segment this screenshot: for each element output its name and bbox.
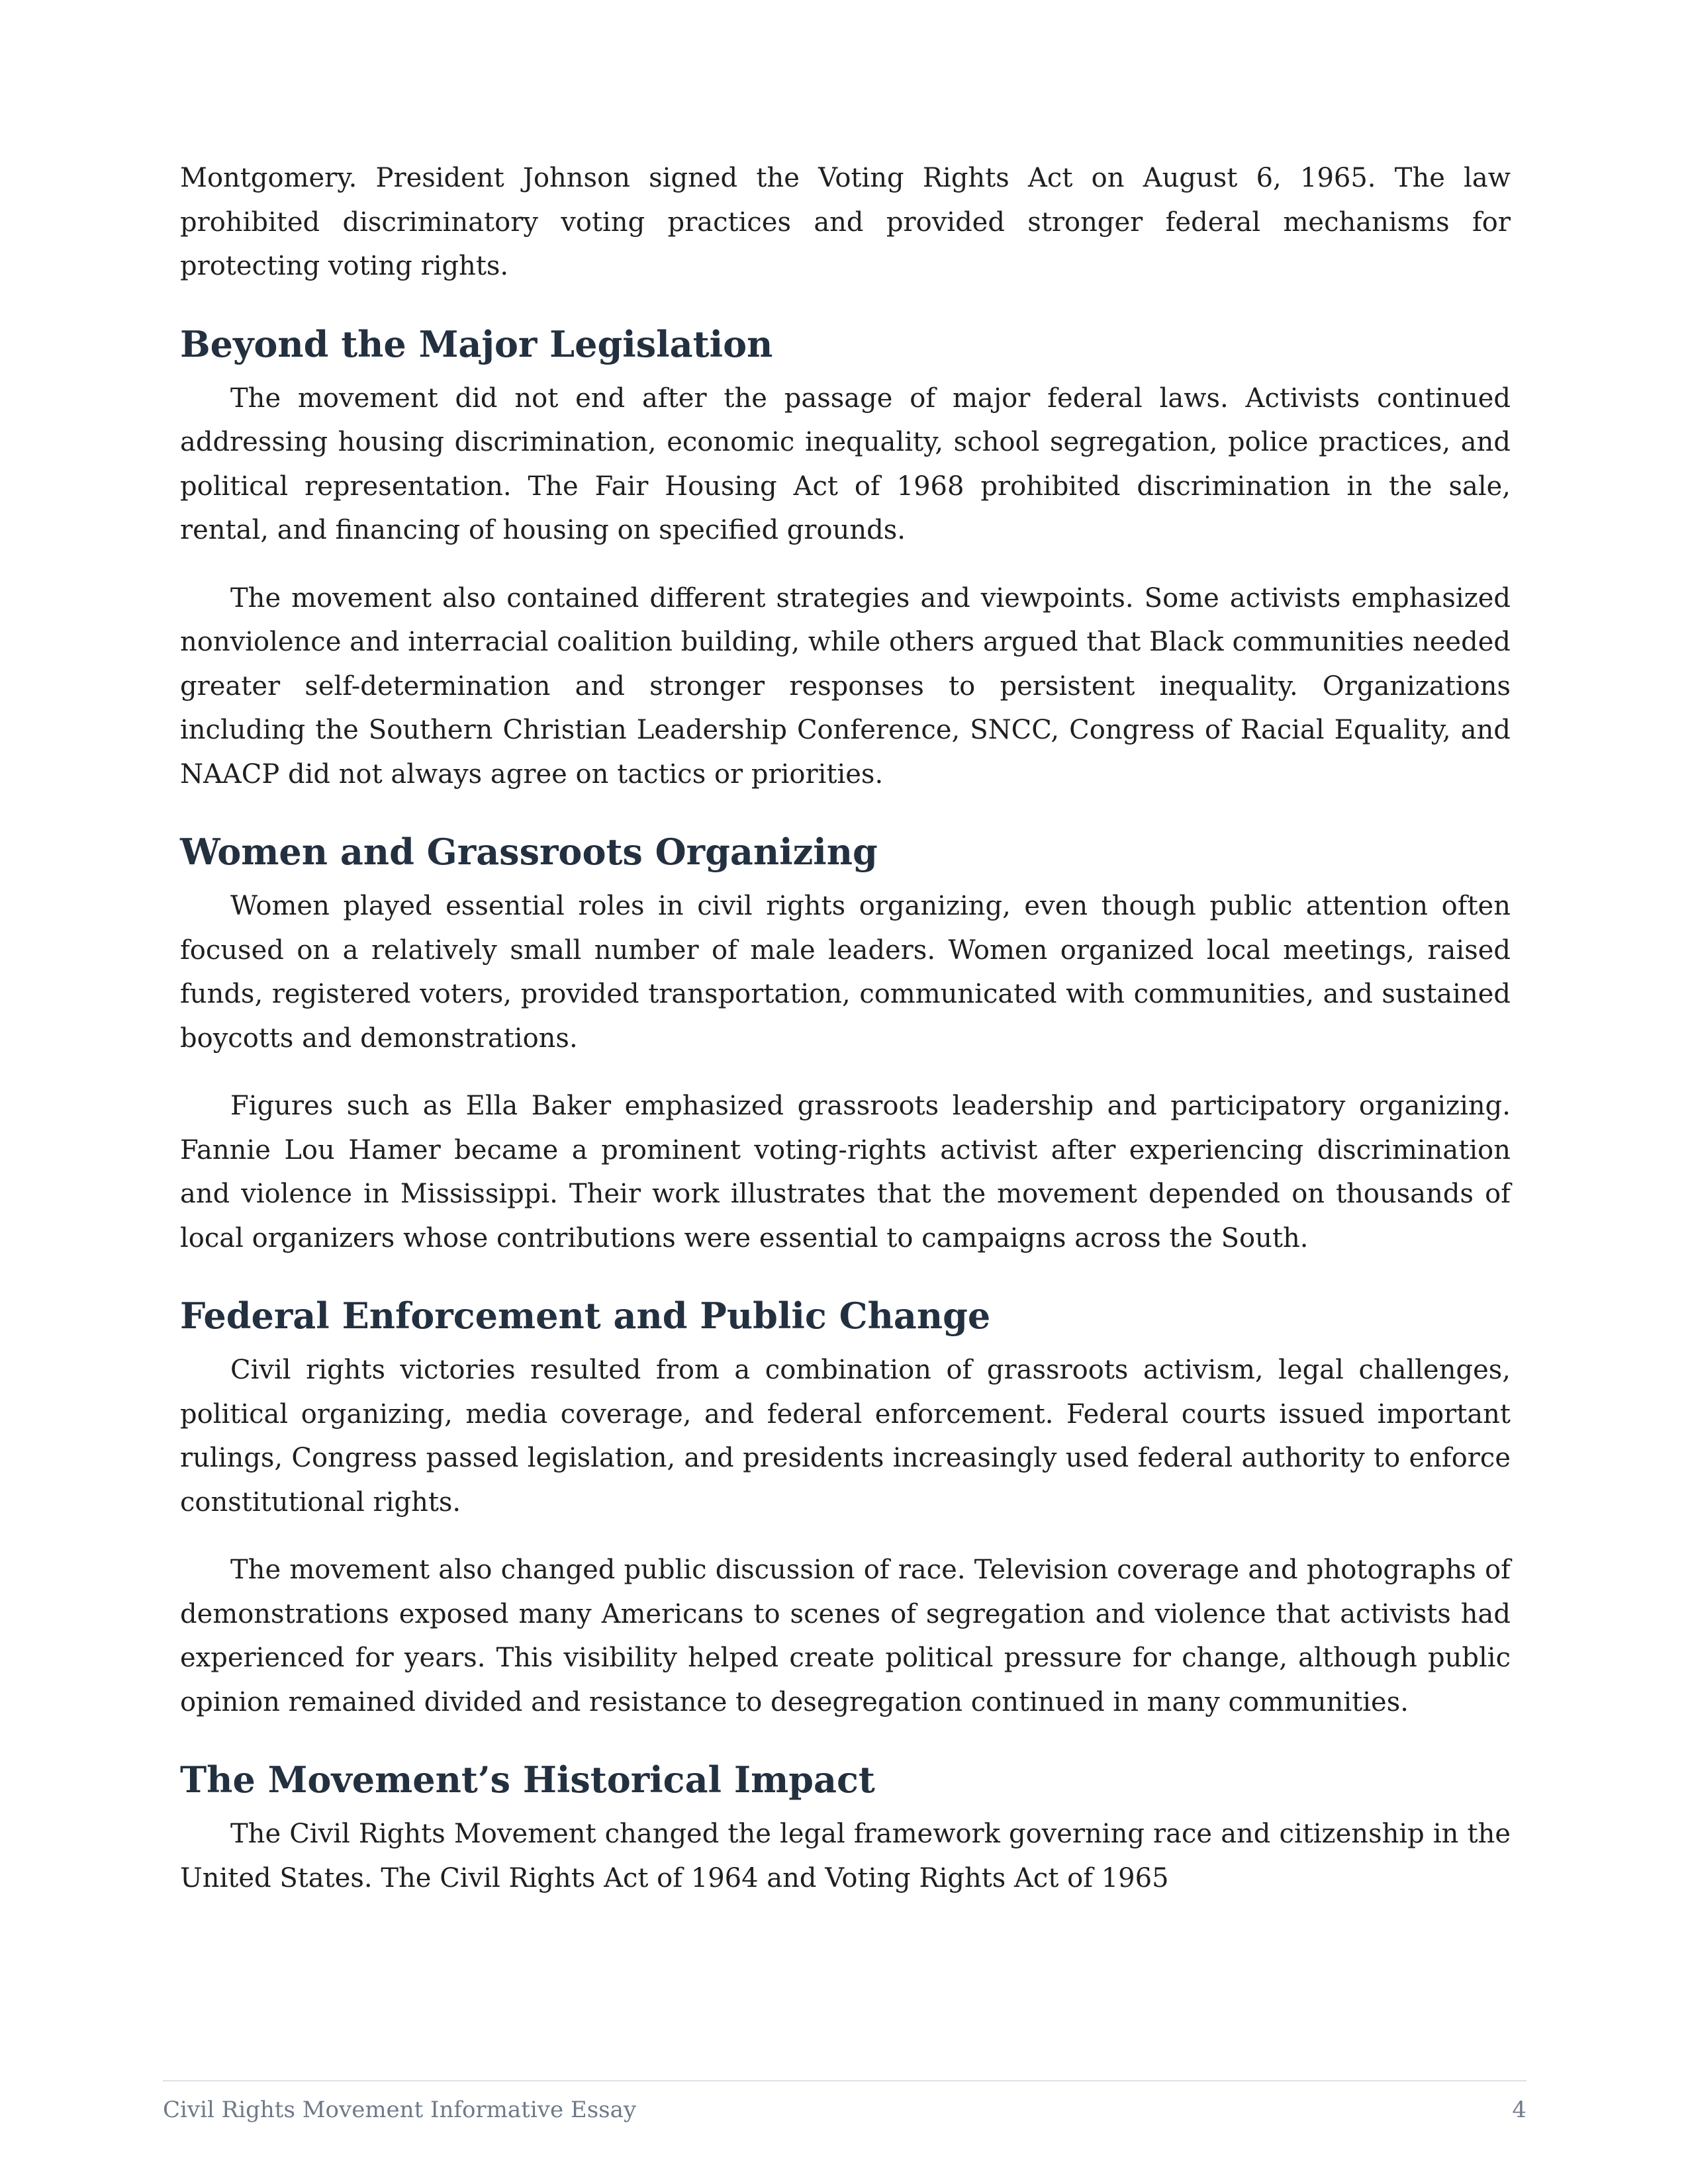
body-paragraph: Figures such as Ella Baker emphasized grassroots leadership and participatory organizing. Fannie Lou Hamer became a prominent voting-rights activist after experiencing discrimination and violence in Mississippi. Their work illustrates that the movement depended on thousands of local organizers whose contributions were essential to campaigns across the South. xyxy=(180,1091,1511,1253)
body-paragraph: The Civil Rights Movement changed the legal framework governing race and citizenship in the United States. The Civil Rights Act of 1964 and Voting Rights Act of 1965 xyxy=(180,1819,1511,1893)
section-heading-beyond-legislation: Beyond the Major Legislation xyxy=(180,322,773,365)
section-heading-federal-enforcement: Federal Enforcement and Public Change xyxy=(180,1295,991,1337)
body-paragraph: Civil rights victories resulted from a combination of grassroots activism, legal challenges, political organizing, media coverage, and federal enforcement. Federal courts issued important rulings, Congress passed legislation, and presidents increasingly used federal authority to enforce constitutional rights. xyxy=(180,1355,1511,1518)
footer-divider xyxy=(163,2080,1526,2081)
footer-document-title: Civil Rights Movement Informative Essay xyxy=(163,2097,637,2123)
body-paragraph: The movement also changed public discussion of race. Television coverage and photographs of demonstrations exposed many Americans to scenes of segregation and violence that activists had experienced for years. This visibility helped create political pressure for change, although public opinion remained divided and resistance to desegregation continued in many communities. xyxy=(180,1555,1511,1717)
section-heading-women-grassroots: Women and Grassroots Organizing xyxy=(180,831,878,873)
body-paragraph: Montgomery. President Johnson signed the Voting Rights Act on August 6, 1965. The law prohibited discriminatory voting practices and provided stronger federal mechanisms for protecting voting rights. xyxy=(180,163,1511,281)
body-paragraph: Women played essential roles in civil rights organizing, even though public attention often focused on a relatively small number of male leaders. Women organized local meetings, raised funds, registered voters, provided transportation, communicated with communities, and sustained boycotts and demonstrations. xyxy=(180,891,1511,1054)
body-paragraph: The movement also contained different strategies and viewpoints. Some activists emphasized nonviolence and interracial coalition building, while others argued that Black communities needed greater self-determination and stronger responses to persistent inequality. Organizations including the Southern Christian Leadership Conference, SNCC, Congress of Racial Equality, and NAACP did not always agree on tactics or priorities. xyxy=(180,582,1511,790)
section-heading-historical-impact: The Movement’s Historical Impact xyxy=(180,1758,875,1801)
footer-page-number: 4 xyxy=(1512,2097,1526,2123)
document-body xyxy=(180,156,1511,1924)
body-paragraph: The movement did not end after the passage of major federal laws. Activists continued addressing housing discrimination, economic inequality, school segregation, police practices, and political representation. The Fair Housing Act of 1968 prohibited discrimination in the sale, rental, and financing of housing on specified grounds. xyxy=(180,383,1511,545)
